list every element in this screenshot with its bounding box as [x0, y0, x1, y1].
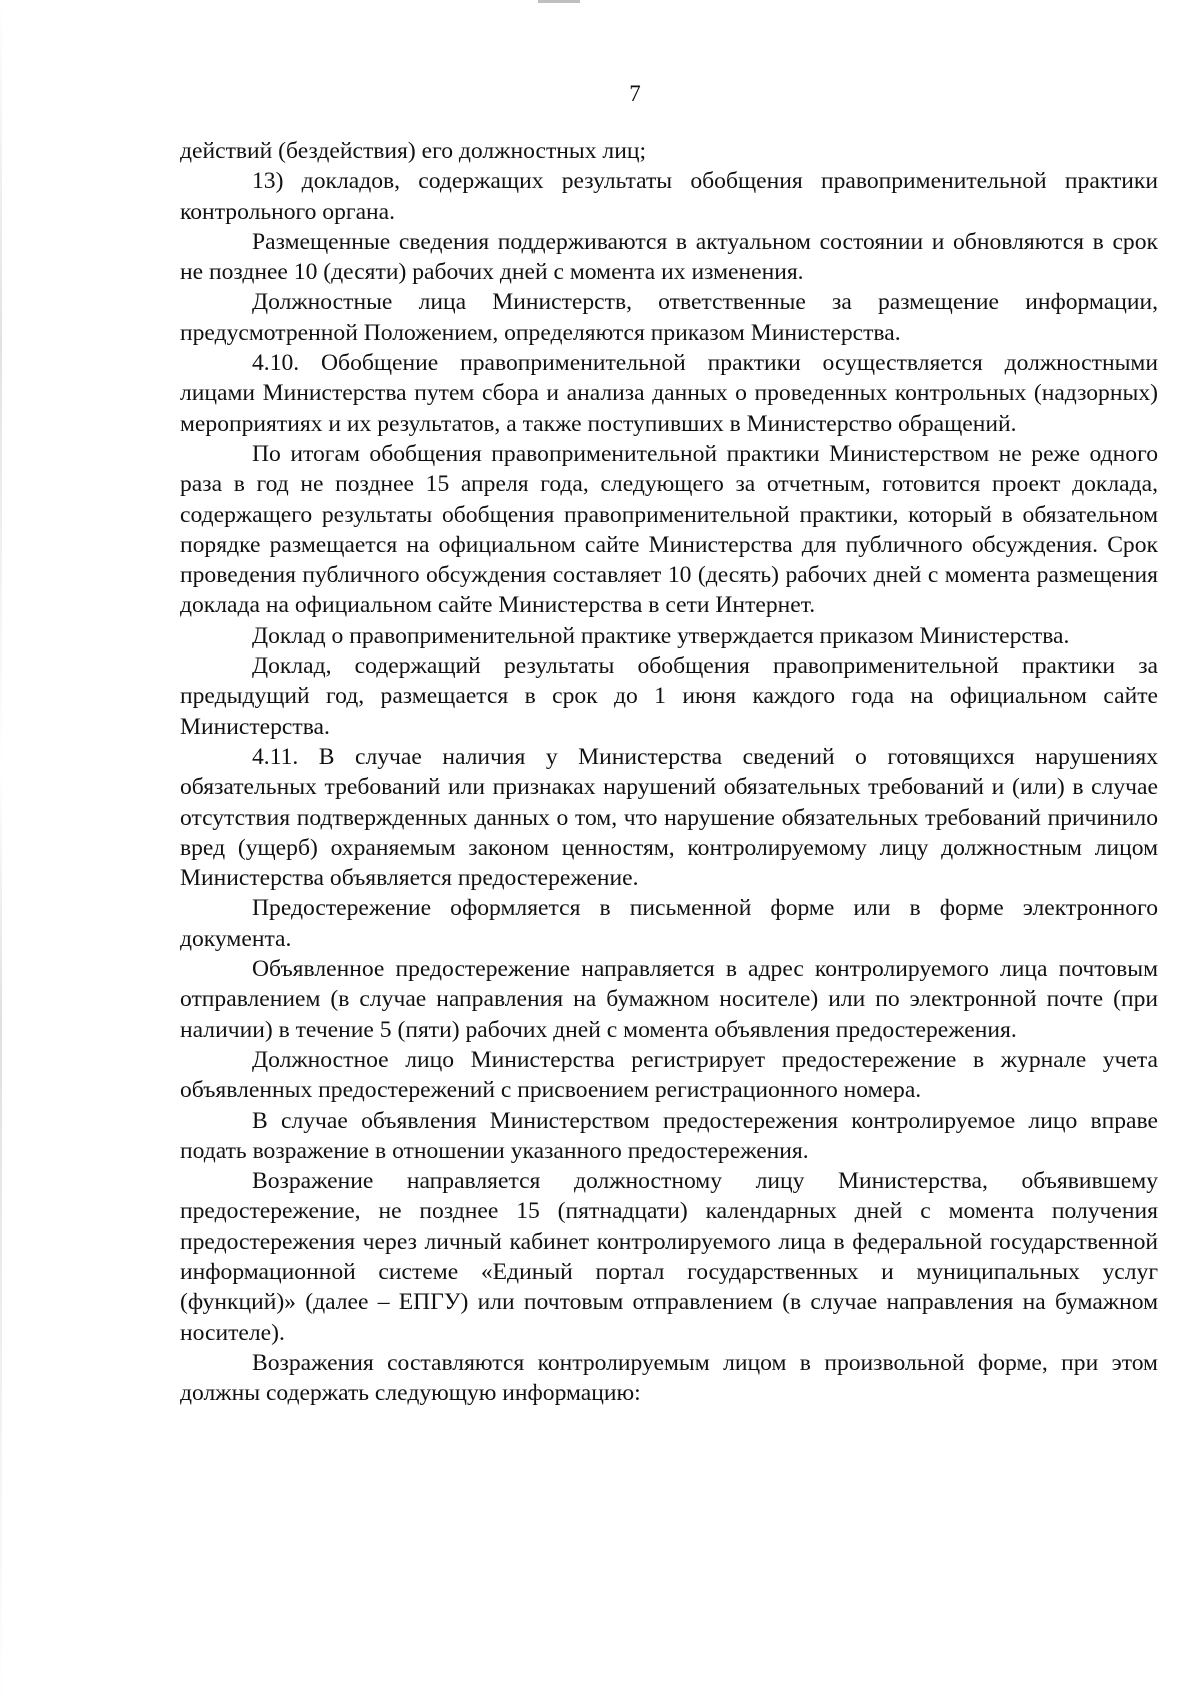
document-body: [180, 136, 1158, 1408]
paragraph: Размещенные сведения поддерживаются в актуальном состоянии и обновляются в срок не позднее 10 (десяти) рабочих дней с момента их изменения.: [180, 228, 1158, 286]
paragraph: Возражение направляется должностному лицу Министерства, объявившему предостережение, не позднее 15 (пятнадцати) календарных дней с момента получения предостережения через личный кабинет контролируемого лица в федеральной государственной информационной системе «Единый портал государственных и муниципальных услуг (функций)» (далее – ЕПГУ) или почтовым отправлением (в случае направления на бумажном носителе).: [180, 1168, 1158, 1346]
list-item-13: 13) докладов, содержащих результаты обобщения правоприменительной практики контрольного органа.: [180, 168, 1158, 225]
scan-edge-mark: [538, 0, 580, 3]
paragraph: Должностное лицо Министерства регистрирует предостережение в журнале учета объявленных предостережений с присвоением регистрационного номера.: [180, 1046, 1158, 1104]
paragraph: Предостережение оформляется в письменной форме или в форме электронного документа.: [180, 895, 1158, 952]
paragraph: Возражения составляются контролируемым лицом в произвольной форме, при этом должны содержать следующую информацию:: [180, 1349, 1158, 1407]
clause-4-10: 4.10. Обобщение правоприменительной практики осуществляется должностными лицами Министерства путем сбора и анализа данных о проведенных контрольных (надзорных) мероприятиях и их результатов, а также поступивших в Министерство обращений.: [180, 350, 1158, 437]
paragraph-continuation: действий (бездействия) его должностных лиц;: [180, 138, 647, 164]
paragraph: По итогам обобщения правоприменительной практики Министерством не реже одного раза в год не позднее 15 апреля года, следующего за отчетным, готовится проект доклада, содержащего результаты обобщения правоприменительной практики, который в обязательном порядке размещается на официальном сайте Министерства для публичного обсуждения. Срок проведения публичного обсуждения составляет 10 (десять) рабочих дней с момента размещения доклада на официальном сайте Министерства в сети Интернет.: [180, 440, 1158, 619]
paragraph: В случае объявления Министерством предостережения контролируемое лицо вправе подать возражение в отношении указанного предостережения.: [180, 1107, 1158, 1164]
scan-edge-shadow: [0, 0, 2, 1708]
paragraph: Должностные лица Министерств, ответственные за размещение информации, предусмотренной Положением, определяются приказом Министерства.: [180, 289, 1158, 346]
page-number: 7: [629, 81, 641, 106]
paragraph: Доклад, содержащий результаты обобщения правоприменительной практики за предыдущий год, размещается в срок до 1 июня каждого года на официальном сайте Министерства.: [180, 653, 1158, 740]
paragraph: Объявленное предостережение направляется в адрес контролируемого лица почтовым отправлением (в случае направления на бумажном носителе) или по электронной почте (при наличии) в течение 5 (пяти) рабочих дней с момента объявления предостережения.: [180, 956, 1158, 1043]
clause-4-11: 4.11. В случае наличия у Министерства сведений о готовящихся нарушениях обязательных требований или признаках нарушений обязательных требований и (или) в случае отсутствия подтвержденных данных о том, что нарушение обязательных требований причинило вред (ущерб) охраняемым законом ценностям, контролируемому лицу должностным лицом Министерства объявляется предостережение.: [180, 743, 1158, 892]
paragraph: Доклад о правоприменительной практике утверждается приказом Министерства.: [252, 622, 1070, 649]
